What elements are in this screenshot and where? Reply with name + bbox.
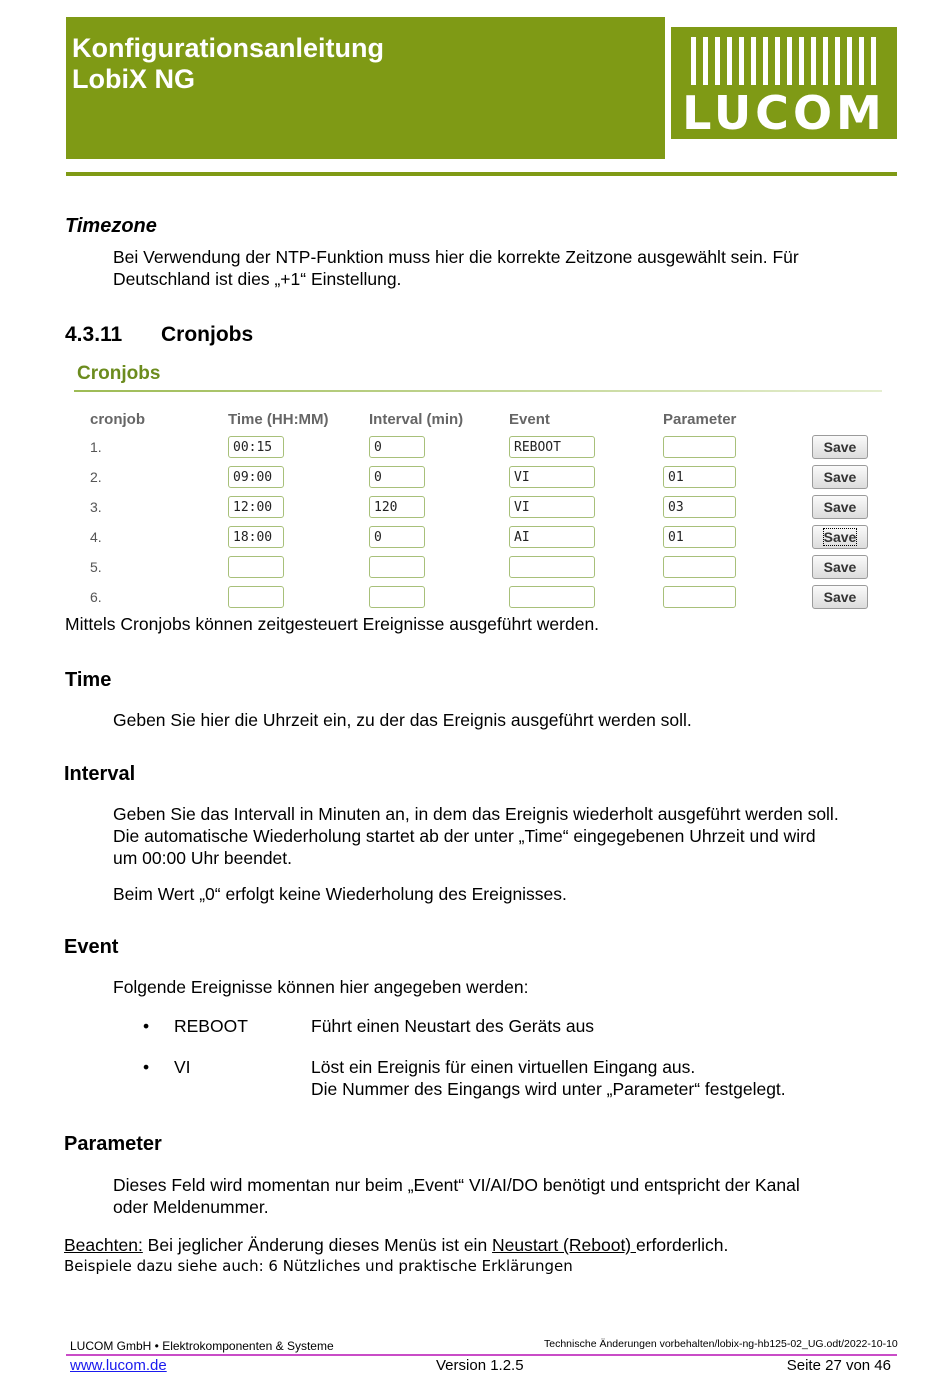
- event-description-line2: Die Nummer des Eingangs wird unter „Parameter“ festgelegt.: [311, 1079, 786, 1099]
- interval-zero-note: Beim Wert „0“ erfolgt keine Wiederholung des Ereignisses.: [113, 884, 567, 904]
- section-number: 4.3.11: [65, 323, 123, 346]
- interval-input[interactable]: 0: [369, 466, 425, 488]
- save-button-label: Save: [823, 439, 857, 455]
- time-text: Geben Sie hier die Uhrzeit ein, zu der das Ereignis ausgeführt werden soll.: [113, 710, 692, 730]
- save-button[interactable]: [812, 435, 868, 459]
- interval-input[interactable]: 120: [369, 496, 425, 518]
- footer-page-number: Seite 27 von 46: [786, 1357, 891, 1374]
- note-label: Beachten:: [64, 1235, 143, 1255]
- event-input[interactable]: REBOOT: [509, 436, 595, 458]
- time-input[interactable]: 12:00: [228, 496, 284, 518]
- row-number: 5.: [90, 559, 102, 575]
- section-title: Cronjobs: [161, 323, 254, 346]
- cronjobs-panel-title: Cronjobs: [77, 363, 161, 384]
- parameter-input[interactable]: [663, 556, 736, 578]
- column-header-cronjob: cronjob: [90, 411, 145, 428]
- timezone-text: [113, 246, 799, 290]
- parameter-input[interactable]: [663, 586, 736, 608]
- save-button[interactable]: [812, 585, 868, 609]
- row-number: 1.: [90, 439, 102, 455]
- row-number: 6.: [90, 589, 102, 605]
- timezone-text-line1: Bei Verwendung der NTP-Funktion muss hier die korrekte Zeitzone ausgewählt sein. Für: [113, 247, 799, 267]
- examples-note: Beispiele dazu siehe auch: 6 Nützliches und praktische Erklärungen: [64, 1257, 573, 1275]
- parameter-input[interactable]: 01: [663, 526, 736, 548]
- interval-input[interactable]: 0: [369, 436, 425, 458]
- footer-website-link[interactable]: www.lucom.de: [70, 1357, 167, 1374]
- parameter-heading: Parameter: [64, 1133, 162, 1155]
- time-input[interactable]: 00:15: [228, 436, 284, 458]
- footer-version: Version 1.2.5: [436, 1357, 524, 1374]
- save-button-label: Save: [823, 559, 857, 575]
- save-button-label: Save: [823, 529, 857, 545]
- interval-text-line1: Geben Sie das Intervall in Minuten an, in dem das Ereignis wiederholt ausgeführt werden soll.: [113, 804, 839, 824]
- parameter-text-line2: oder Meldenummer.: [113, 1197, 269, 1217]
- interval-text: [113, 803, 839, 869]
- parameter-text: [113, 1174, 800, 1218]
- event-input[interactable]: [509, 586, 595, 608]
- footer-rule: [66, 1354, 897, 1356]
- event-term: VI: [174, 1057, 191, 1077]
- interval-input[interactable]: [369, 556, 425, 578]
- time-input[interactable]: [228, 556, 284, 578]
- save-button-label: Save: [823, 589, 857, 605]
- cronjobs-screenshot: [74, 357, 884, 613]
- save-button[interactable]: [812, 555, 868, 579]
- event-input[interactable]: VI: [509, 496, 595, 518]
- time-input[interactable]: 18:00: [228, 526, 284, 548]
- column-header-interval: Interval (min): [369, 411, 464, 428]
- interval-input[interactable]: [369, 586, 425, 608]
- cronjobs-description: Mittels Cronjobs können zeitgesteuert Ereignisse ausgeführt werden.: [65, 614, 600, 634]
- parameter-text-line1: Dieses Feld wird momentan nur beim „Event“ VI/AI/DO benötigt und entspricht der Kanal: [113, 1175, 800, 1195]
- parameter-input[interactable]: 03: [663, 496, 736, 518]
- interval-text-line2: Die automatische Wiederholung startet ab der unter „Time“ eingegebenen Uhrzeit und wird: [113, 826, 816, 846]
- parameter-input[interactable]: [663, 436, 736, 458]
- save-button[interactable]: [812, 495, 868, 519]
- note-text-before: Bei jeglicher Änderung dieses Menüs ist ein: [142, 1235, 493, 1255]
- list-bullet: •: [143, 1016, 150, 1036]
- save-button[interactable]: [812, 525, 868, 549]
- event-input[interactable]: [509, 556, 595, 578]
- reboot-link[interactable]: Neustart (Reboot): [492, 1235, 636, 1255]
- event-heading: Event: [64, 936, 119, 958]
- footer-company: LUCOM GmbH • Elektrokomponenten & Systeme: [70, 1339, 334, 1353]
- document-title-line1: Konfigurationsanleitung: [72, 33, 384, 63]
- timezone-heading: Timezone: [65, 215, 157, 237]
- footer-disclaimer: Technische Änderungen vorbehalten/lobix-ng-hb125-02_UG.odt/2022-10-10: [544, 1338, 898, 1350]
- row-number: 2.: [90, 469, 102, 485]
- event-description: [311, 1056, 786, 1100]
- time-input[interactable]: 09:00: [228, 466, 284, 488]
- cronjobs-panel-divider: [74, 390, 882, 392]
- time-heading: Time: [65, 669, 112, 691]
- svg-text:LUCOM: LUCOM: [682, 86, 886, 139]
- row-number: 4.: [90, 529, 102, 545]
- save-button[interactable]: [812, 465, 868, 489]
- reboot-note: [64, 1234, 728, 1256]
- event-intro: Folgende Ereignisse können hier angegeben werden:: [113, 977, 529, 997]
- save-button-label: Save: [823, 469, 857, 485]
- interval-input[interactable]: 0: [369, 526, 425, 548]
- event-description: Führt einen Neustart des Geräts aus: [311, 1016, 595, 1036]
- column-header-time: Time (HH:MM): [228, 411, 329, 428]
- interval-text-line3: um 00:00 Uhr beendet.: [113, 848, 293, 868]
- column-header-event: Event: [509, 411, 550, 428]
- document-title-line2: LobiX NG: [72, 64, 195, 94]
- save-button-label: Save: [823, 499, 857, 515]
- time-input[interactable]: [228, 586, 284, 608]
- note-text-after: erforderlich.: [636, 1235, 729, 1255]
- row-number: 3.: [90, 499, 102, 515]
- interval-heading: Interval: [64, 763, 136, 785]
- document-title: [72, 33, 384, 95]
- column-header-parameter: Parameter: [663, 411, 737, 428]
- parameter-input[interactable]: 01: [663, 466, 736, 488]
- list-bullet: •: [143, 1057, 150, 1077]
- header-rule: [66, 172, 897, 176]
- timezone-text-line2: Deutschland ist dies „+1“ Einstellung.: [113, 269, 402, 289]
- lucom-logo: [671, 27, 897, 139]
- event-input[interactable]: AI: [509, 526, 595, 548]
- event-term: REBOOT: [174, 1016, 248, 1036]
- event-input[interactable]: VI: [509, 466, 595, 488]
- event-description-line1: Löst ein Ereignis für einen virtuellen Eingang aus.: [311, 1057, 696, 1077]
